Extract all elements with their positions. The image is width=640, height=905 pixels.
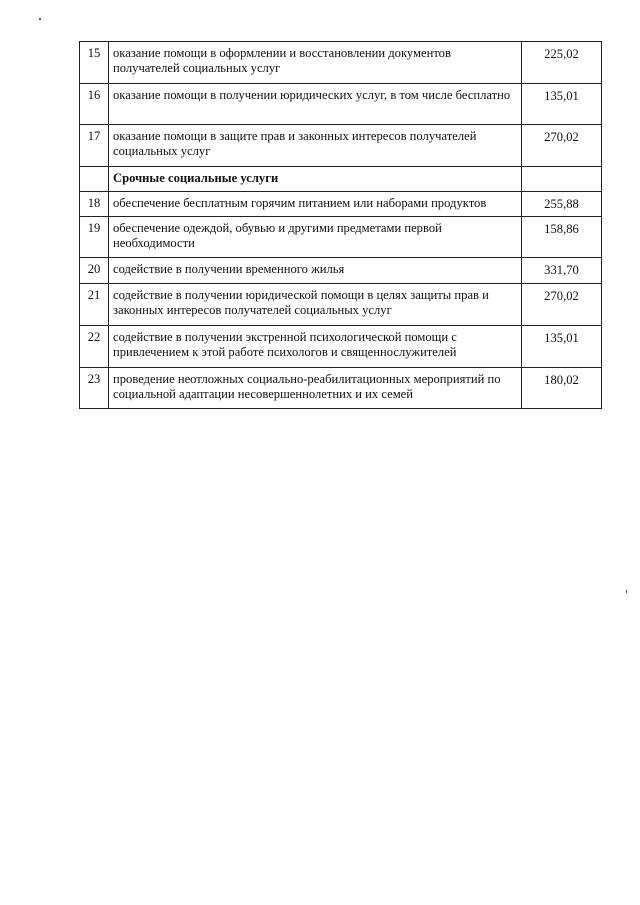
service-price: 270,02 [522,125,602,167]
row-number: 19 [80,217,109,258]
scan-speck [626,590,627,593]
scan-speck [39,18,41,20]
row-number: 21 [80,284,109,326]
row-number: 16 [80,84,109,125]
service-name: оказание помощи в получении юридических услуг, в том числе бесплатно [109,84,522,125]
table-row [80,258,602,284]
service-name: обеспечение бесплатным горячим питанием или наборами продуктов [109,192,522,217]
table-row [80,125,602,167]
service-price: 158,86 [522,217,602,258]
services-price-table [79,41,602,409]
service-price: 180,02 [522,368,602,409]
service-price: 135,01 [522,326,602,368]
service-name: оказание помощи в защите прав и законных интересов получателей социальных услуг [109,125,522,167]
section-title: Срочные социальные услуги [109,167,522,192]
service-name: оказание помощи в оформлении и восстановлении документов получателей социальных услуг [109,42,522,84]
table-row [80,217,602,258]
service-price: 135,01 [522,84,602,125]
row-number: 22 [80,326,109,368]
row-number: 18 [80,192,109,217]
row-number [80,167,109,192]
row-number: 23 [80,368,109,409]
row-number: 20 [80,258,109,284]
service-name: содействие в получении юридической помощи в целях защиты прав и законных интересов получателей социальных услуг [109,284,522,326]
row-number: 17 [80,125,109,167]
table-row [80,192,602,217]
table-row [80,42,602,84]
table-row [80,368,602,409]
service-price [522,167,602,192]
row-number: 15 [80,42,109,84]
table-row [80,284,602,326]
service-price: 331,70 [522,258,602,284]
table-row [80,84,602,125]
service-name: содействие в получении временного жилья [109,258,522,284]
service-price: 255,88 [522,192,602,217]
service-name: проведение неотложных социально-реабилитационных мероприятий по социальной адаптации несовершеннолетних и их семей [109,368,522,409]
section-header-row [80,167,602,192]
table-row [80,326,602,368]
service-name: содействие в получении экстренной психологической помощи с привлечением к этой работе психологов и священнослужителей [109,326,522,368]
service-name: обеспечение одеждой, обувью и другими предметами первой необходимости [109,217,522,258]
service-price: 225,02 [522,42,602,84]
service-price: 270,02 [522,284,602,326]
